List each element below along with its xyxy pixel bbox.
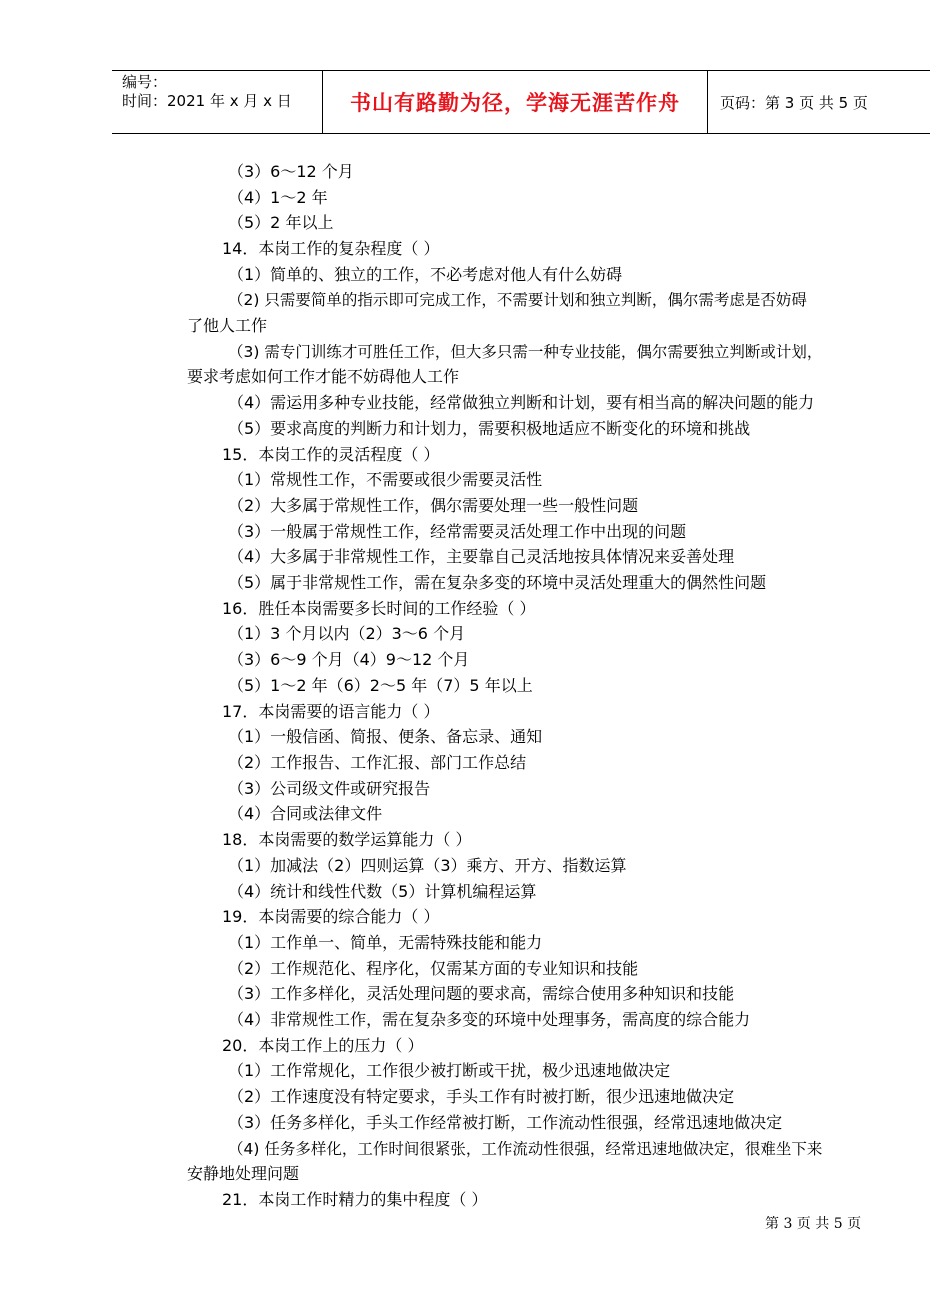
text-line: 安静地处理问题 — [187, 1164, 300, 1183]
text-line: （4）需运用多种专业技能，经常做独立判断和计划，要有相当高的解决问题的能力 — [228, 393, 815, 412]
text-line: （1）3 个月以内（2）3～6 个月 — [228, 624, 466, 643]
text-line: （5）2 年以上 — [228, 213, 334, 232]
text-line: （3）6～9 个月（4）9～12 个月 — [228, 650, 470, 669]
text-line: （1）工作单一、简单，无需特殊技能和能力 — [228, 933, 543, 952]
question-heading: 14．本岗工作的复杂程度（ ） — [222, 239, 440, 258]
question-heading: 15．本岗工作的灵活程度（ ） — [222, 445, 440, 464]
text-line: （3）公司级文件或研究报告 — [228, 779, 431, 798]
text-line: （5）属于非常规性工作，需在复杂多变的环境中灵活处理重大的偶然性问题 — [228, 573, 767, 592]
text-line: （1）常规性工作，不需要或很少需要灵活性 — [228, 470, 543, 489]
text-line: （2）工作速度没有特定要求，手头工作有时被打断，很少迅速地做决定 — [228, 1087, 735, 1106]
header-page-code: 页码：第 3 页 共 5 页 — [720, 93, 868, 112]
header-motto: 书山有路勤为径，学海无涯苦作舟 — [350, 91, 680, 115]
text-line: （4）大多属于非常规性工作，主要靠自己灵活地按具体情况来妥善处理 — [228, 547, 735, 566]
header-meta-cell — [112, 71, 322, 133]
text-line: （4）非常规性工作，需在复杂多变的环境中处理事务，需高度的综合能力 — [228, 1010, 751, 1029]
question-heading: 18．本岗需要的数学运算能力（ ） — [222, 830, 472, 849]
text-line: （2）工作规范化、程序化，仅需某方面的专业知识和技能 — [228, 959, 639, 978]
text-line: （2) 只需要简单的指示即可完成工作，不需要计划和独立判断，偶尔需考虑是否妨碍 — [228, 291, 807, 309]
text-line: （3) 需专门训练才可胜任工作，但大多只需一种专业技能，偶尔需要独立判断或计划， — [228, 343, 823, 361]
text-line: （2）大多属于常规性工作，偶尔需要处理一些一般性问题 — [228, 496, 639, 515]
text-line: （3）一般属于常规性工作，经常需要灵活处理工作中出现的问题 — [228, 522, 687, 541]
text-line: （4）合同或法律文件 — [228, 804, 383, 823]
text-line: （1）一般信函、简报、便条、备忘录、通知 — [228, 727, 543, 746]
document-time-label: 时间：2021 年 x 月 x 日 — [122, 92, 292, 110]
text-line: （3）6～12 个月 — [228, 162, 354, 181]
document-number-label: 编号： — [122, 73, 168, 91]
text-line: 要求考虑如何工作才能不妨碍他人工作 — [187, 367, 460, 386]
text-line: （1）简单的、独立的工作，不必考虑对他人有什么妨碍 — [228, 265, 623, 284]
text-line: （4）统计和线性代数（5）计算机编程运算 — [228, 882, 537, 901]
text-line: （1）加减法（2）四则运算（3）乘方、开方、指数运算 — [228, 856, 627, 875]
text-line: （1）工作常规化，工作很少被打断或干扰，极少迅速地做决定 — [228, 1061, 671, 1080]
text-line: （2）工作报告、工作汇报、部门工作总结 — [228, 753, 527, 772]
page-header — [112, 70, 930, 134]
page-footer: 第 3 页 共 5 页 — [765, 1216, 862, 1232]
text-line: （5）要求高度的判断力和计划力，需要积极地适应不断变化的环境和挑战 — [228, 419, 751, 438]
header-page-cell — [708, 71, 930, 133]
question-heading: 21．本岗工作时精力的集中程度（ ） — [222, 1190, 488, 1209]
question-heading: 17．本岗需要的语言能力（ ） — [222, 702, 440, 721]
question-heading: 20．本岗工作上的压力（ ） — [222, 1036, 424, 1055]
text-line: 了他人工作 — [187, 316, 268, 335]
text-line: （3）任务多样化，手头工作经常被打断，工作流动性很强，经常迅速地做决定 — [228, 1113, 783, 1132]
question-heading: 19．本岗需要的综合能力（ ） — [222, 907, 440, 926]
text-line: （4) 任务多样化，工作时间很紧张，工作流动性很强，经常迅速地做决定，很难坐下来 — [228, 1140, 823, 1158]
header-motto-cell — [322, 71, 708, 133]
text-line: （4）1～2 年 — [228, 188, 328, 207]
question-heading: 16．胜任本岗需要多长时间的工作经验（ ） — [222, 599, 536, 618]
text-line: （5）1～2 年（6）2～5 年（7）5 年以上 — [228, 676, 533, 695]
text-line: （3）工作多样化，灵活处理问题的要求高，需综合使用多种知识和技能 — [228, 984, 735, 1003]
